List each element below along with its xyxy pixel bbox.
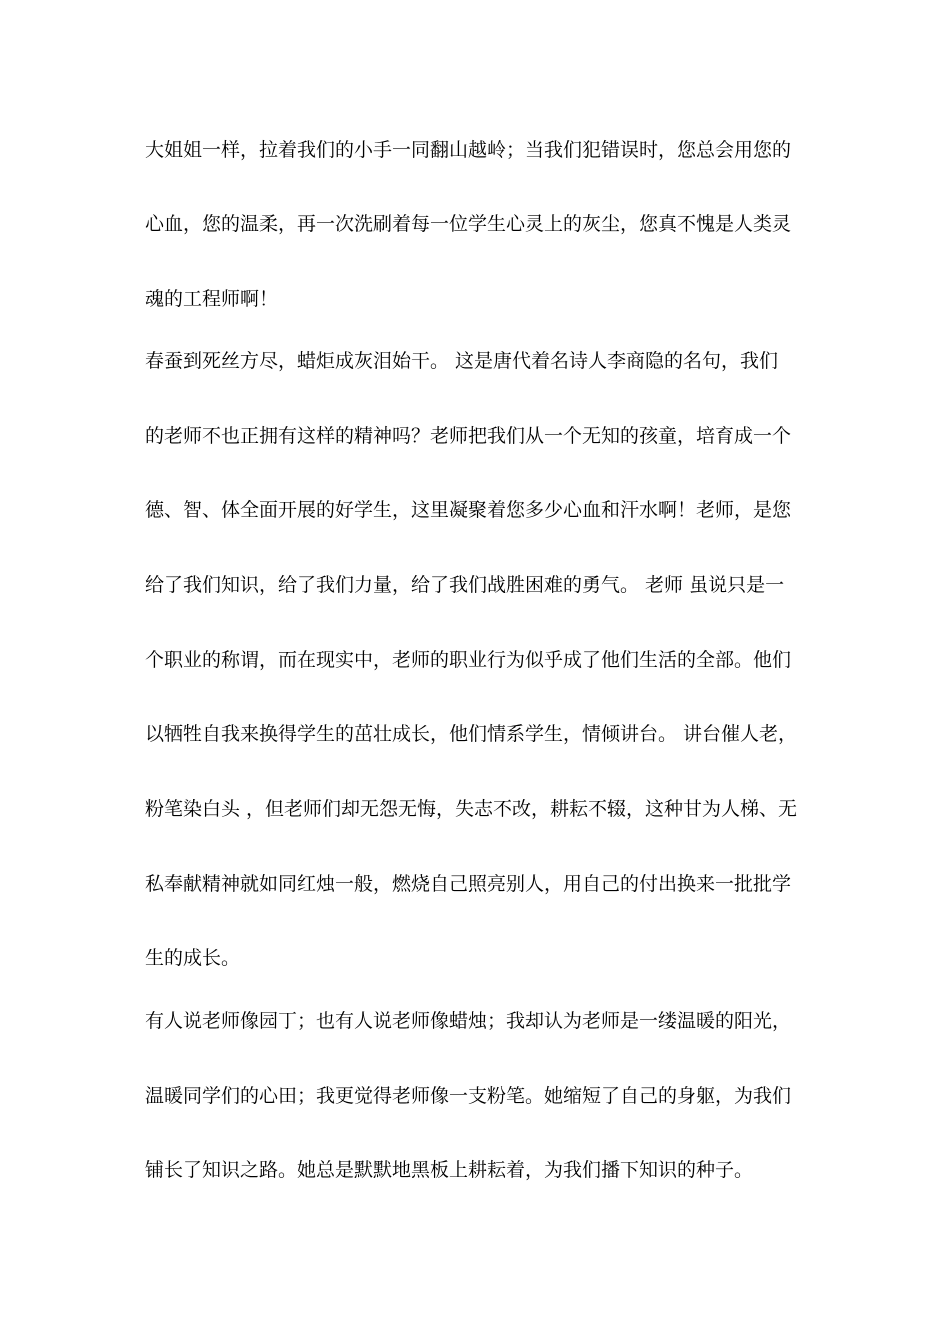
text-line: 有人说老师像园丁；也有人说老师像蜡烛；我却认为老师是一缕温暖的阳光， [145, 1010, 792, 1032]
text-line: 的老师不也正拥有这样的精神吗？老师把我们从一个无知的孩童，培育成一个 [145, 425, 792, 447]
text-line: 个职业的称谓，而在现实中，老师的职业行为似乎成了他们生活的全部。他们 [145, 649, 792, 671]
text-line: 春蚕到死丝方尽，蜡炬成灰泪始干。 这是唐代着名诗人李商隐的名句，我们 [145, 350, 779, 372]
text-line: 铺长了知识之路。她总是默默地黑板上耕耘着，为我们播下知识的种子。 [145, 1159, 754, 1181]
text-line: 给了我们知识，给了我们力量，给了我们战胜困难的勇气。 老师 虽说只是一 [145, 574, 785, 596]
text-line: 温暖同学们的心田；我更觉得老师像一支粉笔。她缩短了自己的身躯，为我们 [145, 1085, 792, 1107]
text-line: 魂的工程师啊！ [145, 288, 279, 310]
text-line: 以牺牲自我来换得学生的茁壮成长，他们情系学生，情倾讲台。 讲台催人老， [145, 723, 798, 745]
text-line: 大姐姐一样，拉着我们的小手一同翻山越岭；当我们犯错误时，您总会用您的 [145, 139, 792, 161]
text-line: 心血，您的温柔，再一次洗刷着每一位学生心灵上的灰尘，您真不愧是人类灵 [145, 213, 792, 235]
text-line: 私奉献精神就如同红烛一般，燃烧自己照亮别人，用自己的付出换来一批批学 [145, 873, 792, 895]
text-line: 生的成长。 [145, 947, 241, 969]
text-line: 粉笔染白头 ，但老师们却无怨无悔，失志不改，耕耘不辍，这种甘为人梯、无 [145, 798, 798, 820]
text-line: 德、智、体全面开展的好学生，这里凝聚着您多少心血和汗水啊！老师，是您 [145, 499, 792, 521]
